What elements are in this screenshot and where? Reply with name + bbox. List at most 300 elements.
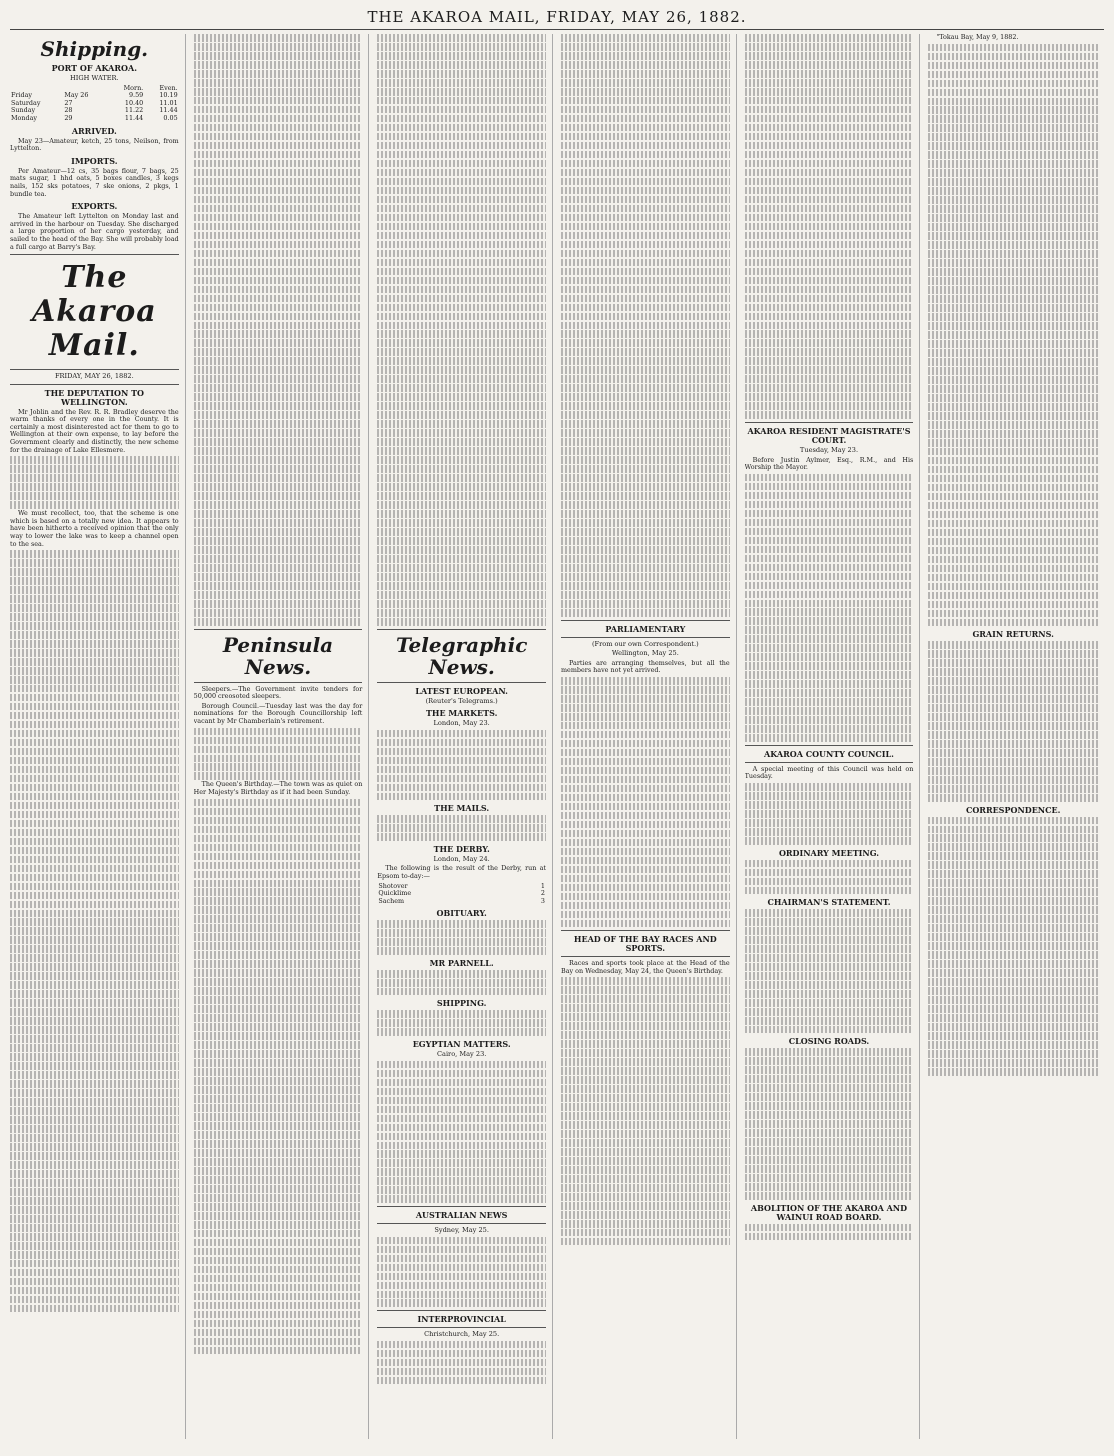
text-line-placeholder [561,124,730,132]
text-line-placeholder [194,519,363,527]
text-line-placeholder [745,819,914,827]
text-line-placeholder [10,649,179,657]
text-line-placeholder [10,766,179,774]
text-line-placeholder [377,61,546,69]
text-line-placeholder [10,1098,179,1106]
text-line-placeholder [10,1260,179,1268]
text-line-placeholder [194,348,363,356]
text-line-placeholder [561,977,730,985]
text-line-placeholder [745,734,914,742]
text-line-placeholder [377,510,546,518]
text-line-placeholder [561,591,730,599]
text-line-placeholder [745,725,914,733]
text-line-placeholder [194,906,363,914]
text-line-placeholder [745,936,914,944]
text-line-placeholder [377,775,546,783]
text-line-placeholder [561,322,730,330]
tide-even: 11.44 [159,106,178,115]
text-line-placeholder [745,555,914,563]
text-line-placeholder [377,384,546,392]
text-line-placeholder [377,348,546,356]
text-line-placeholder [928,960,1098,968]
text-line-placeholder [194,160,363,168]
reuters-note: (Reuter's Telegrams.) [425,696,498,705]
text-line-placeholder [194,420,363,428]
text-line-placeholder [928,160,1098,168]
text-line-placeholder [194,555,363,563]
interprovincial-heading: INTERPROVINCIAL [417,1314,506,1325]
text-line-placeholder [194,1284,363,1292]
text-line-placeholder [561,429,730,437]
text-line-placeholder [561,348,730,356]
text-line-placeholder [928,852,1098,860]
text-line-placeholder [745,810,914,818]
text-line-placeholder [194,43,363,51]
sleepers-text: Sleepers.—The Government invite tenders for 50,000 creosoted sleepers. [193,684,363,701]
text-line-placeholder [745,626,914,634]
text-line-placeholder [745,1192,914,1200]
tide-col-even: Even. [159,83,178,92]
abolition-heading: ABOLITION OF THE AKAROA AND WAINUI ROAD BOARD. [750,1202,908,1222]
text-line-placeholder [561,151,730,159]
divider [377,1223,546,1224]
text-line-placeholder [10,1215,179,1223]
text-line-placeholder [928,358,1098,366]
text-line-placeholder [10,559,179,567]
text-line-placeholder [745,88,914,96]
text-line-placeholder [377,1359,546,1367]
text-line-placeholder [745,801,914,809]
text-line-placeholder [377,815,546,823]
text-line-placeholder [194,1158,363,1166]
text-line-placeholder [928,879,1098,887]
tide-table [10,85,179,123]
parliamentary-text: Parties are arranging themselves, but all the members have not yet arrived. [561,658,730,675]
text-line-placeholder [10,676,179,684]
text-line-placeholder [928,448,1098,456]
horse-place: 2 [540,889,545,898]
text-line-placeholder [194,1077,363,1085]
text-line-placeholder [745,860,914,868]
text-line-placeholder [745,689,914,697]
text-line-placeholder [10,739,179,747]
text-line-placeholder [377,304,546,312]
text-line-placeholder [928,1023,1098,1031]
text-line-placeholder [561,223,730,231]
text-line-placeholder [928,565,1098,573]
banner-date: FRIDAY, MAY 26, 1882. [54,372,134,381]
text-line-placeholder [561,142,730,150]
text-line-placeholder [194,728,363,736]
text-line-placeholder [194,492,363,500]
text-line-placeholder [561,1166,730,1174]
text-line-placeholder [745,384,914,392]
text-line-placeholder [194,375,363,383]
text-line-placeholder [377,1010,546,1018]
text-line-placeholder [561,794,730,802]
text-line-placeholder [928,457,1098,465]
text-line-placeholder [561,600,730,608]
text-line-placeholder [928,758,1098,766]
text-line-placeholder [377,1124,546,1132]
grain-heading: GRAIN RETURNS. [972,629,1054,640]
text-line-placeholder [745,1174,914,1182]
text-line-placeholder [561,1193,730,1201]
divider [10,384,179,385]
text-line-placeholder [194,232,363,240]
text-line-placeholder [928,767,1098,775]
races-heading: HEAD OF THE BAY RACES AND SPORTS. [573,934,717,954]
text-line-placeholder [10,694,179,702]
text-line-placeholder [194,474,363,482]
text-line-placeholder [745,70,914,78]
text-line-placeholder [10,640,179,648]
text-line-placeholder [10,1296,179,1304]
text-line-placeholder [745,330,914,338]
derby-intro: The following is the result of the Derby, run at Epsom to-day:— [377,864,546,880]
text-line-placeholder [194,871,363,879]
text-line-placeholder [745,501,914,509]
text-line-placeholder [928,677,1098,685]
text-line-placeholder [377,1168,546,1176]
text-line-placeholder [928,695,1098,703]
text-line-placeholder [928,722,1098,730]
text-line-placeholder [561,519,730,527]
text-line-placeholder [194,286,363,294]
text-line-placeholder [377,600,546,608]
text-line-placeholder [928,403,1098,411]
text-line-placeholder [194,772,363,780]
text-line-placeholder [377,1195,546,1203]
text-line-placeholder [194,1059,363,1067]
text-line-placeholder [194,322,363,330]
statement-heading: CHAIRMAN'S STATEMENT. [767,897,891,908]
text-line-placeholder [928,214,1098,222]
text-line-placeholder [194,1257,363,1265]
text-line-placeholder [377,52,546,60]
derby-dateline: London, May 24. [433,854,490,863]
text-line-placeholder [377,474,546,482]
text-line-placeholder [745,1129,914,1137]
european-heading: LATEST EUROPEAN. [415,685,508,696]
text-line-placeholder [561,986,730,994]
text-line-placeholder [561,250,730,258]
tide-morn: 10.40 [124,98,144,107]
text-line-placeholder [377,357,546,365]
text-line-placeholder [745,348,914,356]
text-line-placeholder [928,731,1098,739]
text-line-placeholder [194,609,363,617]
text-line-placeholder [10,1125,179,1133]
text-line-placeholder [194,1005,363,1013]
text-line-placeholder [194,277,363,285]
text-line-placeholder [928,529,1098,537]
table-row [10,115,179,123]
shipping-news-heading: SHIPPING. [436,998,487,1009]
text-line-placeholder [745,999,914,1007]
text-line-placeholder [377,1273,546,1281]
text-line-placeholder [561,582,730,590]
text-line-placeholder [928,412,1098,420]
text-line-placeholder [745,1111,914,1119]
text-line-placeholder [377,492,546,500]
text-line-placeholder [377,142,546,150]
text-line-placeholder [377,178,546,186]
text-line-placeholder [194,978,363,986]
text-line-placeholder [194,1230,363,1238]
text-line-placeholder [745,1084,914,1092]
text-line-placeholder [377,411,546,419]
text-line-placeholder [745,1156,914,1164]
divider [10,369,179,370]
text-line-placeholder [194,1329,363,1337]
birthday-text: The Queen's Birthday.—The town was as quiet on Her Majesty's Birthday as if it had been Sunday. [193,780,363,797]
divider [745,422,914,423]
text-line-placeholder [561,564,730,572]
text-line-placeholder [377,1079,546,1087]
text-line-placeholder [10,1062,179,1070]
text-line-placeholder [745,608,914,616]
text-line-placeholder [194,1014,363,1022]
text-line-placeholder [561,740,730,748]
text-line-placeholder [928,502,1098,510]
text-line-placeholder [377,947,546,955]
text-line-placeholder [194,835,363,843]
text-line-placeholder [745,990,914,998]
text-line-placeholder [10,1287,179,1295]
text-line-placeholder [10,802,179,810]
text-line-placeholder [928,53,1098,61]
tide-day: Friday [11,91,33,100]
text-line-placeholder [745,837,914,845]
text-line-placeholder [745,1120,914,1128]
text-line-placeholder [928,1014,1098,1022]
text-line-placeholder [194,106,363,114]
text-line-placeholder [561,1013,730,1021]
text-line-placeholder [561,821,730,829]
text-line-placeholder [194,79,363,87]
text-line-placeholder [194,259,363,267]
text-line-placeholder [928,749,1098,757]
text-line-placeholder [10,981,179,989]
text-line-placeholder [928,641,1098,649]
text-line-placeholder [745,124,914,132]
text-line-placeholder [561,456,730,464]
text-line-placeholder [745,474,914,482]
text-line-placeholder [377,1291,546,1299]
masthead: THE AKAROA MAIL, FRIDAY, MAY 26, 1882. [10,6,1104,30]
text-line-placeholder [561,555,730,563]
text-line-placeholder [745,34,914,42]
text-line-placeholder [10,874,179,882]
text-line-placeholder [194,528,363,536]
text-line-placeholder [561,1229,730,1237]
text-line-placeholder [194,1293,363,1301]
tides-label: HIGH WATER. [70,74,119,82]
text-line-placeholder [745,1048,914,1056]
text-line-placeholder [10,658,179,666]
text-line-placeholder [561,1238,730,1246]
text-line-placeholder [745,277,914,285]
text-line-placeholder [561,830,730,838]
text-line-placeholder [561,1076,730,1084]
text-line-placeholder [377,286,546,294]
text-line-placeholder [377,1368,546,1376]
text-line-placeholder [745,869,914,877]
divider [561,930,730,931]
text-line-placeholder [745,151,914,159]
text-line-placeholder [377,1115,546,1123]
text-line-placeholder [10,963,179,971]
tide-morn: 9.59 [128,91,144,100]
text-line-placeholder [928,794,1098,802]
text-line-placeholder [561,686,730,694]
text-line-placeholder [561,758,730,766]
parnell-heading: MR PARNELL. [429,957,494,968]
text-line-placeholder [745,671,914,679]
text-line-placeholder [377,259,546,267]
text-line-placeholder [561,97,730,105]
text-line-placeholder [10,1197,179,1205]
text-line-placeholder [194,817,363,825]
text-line-placeholder [745,662,914,670]
text-line-placeholder [745,483,914,491]
text-line-placeholder [10,577,179,585]
text-line-placeholder [194,510,363,518]
obituary-heading: OBITUARY. [436,908,487,919]
text-line-placeholder [745,1147,914,1155]
text-line-placeholder [194,97,363,105]
text-line-placeholder [928,286,1098,294]
text-line-placeholder [928,205,1098,213]
table-row [377,898,546,906]
text-line-placeholder [745,106,914,114]
text-line-placeholder [194,214,363,222]
text-line-placeholder [10,1026,179,1034]
text-line-placeholder [194,465,363,473]
port-label: PORT OF AKAROA. [51,63,137,73]
text-line-placeholder [561,866,730,874]
text-line-placeholder [377,223,546,231]
text-line-placeholder [928,89,1098,97]
text-line-placeholder [561,884,730,892]
text-line-placeholder [561,704,730,712]
text-line-placeholder [377,1282,546,1290]
text-line-placeholder [561,1067,730,1075]
text-line-placeholder [561,1139,730,1147]
text-line-placeholder [561,713,730,721]
text-line-placeholder [561,79,730,87]
text-line-placeholder [745,653,914,661]
text-line-placeholder [561,402,730,410]
text-line-placeholder [194,115,363,123]
text-line-placeholder [10,1188,179,1196]
text-line-placeholder [928,430,1098,438]
text-line-placeholder [561,447,730,455]
text-line-placeholder [10,1143,179,1151]
text-line-placeholder [745,232,914,240]
text-line-placeholder [377,268,546,276]
leader-paragraph: Mr Joblin and the Rev. R. R. Bradley deserve the warm thanks of every one in the County. It is certainly a most disinterested act for them to go to Wellington at their own expense, to lay before the Government clearly and distinctly, the new scheme for the drainage of Lake Ellesmere. [10,407,179,454]
text-line-placeholder [745,1066,914,1074]
text-line-placeholder [194,429,363,437]
tide-even: 0.05 [163,113,178,122]
text-line-placeholder [561,537,730,545]
text-line-placeholder [377,730,546,738]
text-line-placeholder [928,304,1098,312]
leader-paragraph: We must recollect, too, that the scheme is one which is based on a totally new idea. It appears to have been hitherto a received opinion that the only way to lower the lake was to keep a channel open to the sea. [10,509,179,548]
text-line-placeholder [377,555,546,563]
text-line-placeholder [194,546,363,554]
australian-heading: AUSTRALIAN NEWS [415,1210,508,1220]
text-line-placeholder [10,685,179,693]
text-line-placeholder [928,538,1098,546]
text-line-placeholder [377,1264,546,1272]
text-line-placeholder [194,1248,363,1256]
text-line-placeholder [928,834,1098,842]
tide-even: 11.01 [159,98,178,107]
divider [377,629,546,630]
column-2 [194,34,370,1439]
text-line-placeholder [194,313,363,321]
text-line-placeholder [194,582,363,590]
text-line-placeholder [194,241,363,249]
text-line-placeholder [928,740,1098,748]
text-line-placeholder [377,295,546,303]
text-line-placeholder [928,915,1098,923]
text-line-placeholder [928,196,1098,204]
text-line-placeholder [10,811,179,819]
text-line-placeholder [377,1350,546,1358]
text-line-placeholder [377,1150,546,1158]
text-line-placeholder [10,1035,179,1043]
text-line-placeholder [194,304,363,312]
text-line-placeholder [928,924,1098,932]
text-line-placeholder [928,367,1098,375]
text-line-placeholder [928,996,1098,1004]
text-line-placeholder [10,820,179,828]
text-line-placeholder [928,610,1098,618]
text-line-placeholder [561,609,730,617]
text-line-placeholder [928,650,1098,658]
text-line-placeholder [745,546,914,554]
text-line-placeholder [194,1203,363,1211]
magistrate-text: Before Justin Aylmer, Esq., R.M., and His Worship the Mayor. [744,455,914,472]
text-line-placeholder [745,783,914,791]
text-line-placeholder [194,1140,363,1148]
text-line-placeholder [561,695,730,703]
text-line-placeholder [377,241,546,249]
text-line-placeholder [928,547,1098,555]
text-line-placeholder [194,915,363,923]
text-line-placeholder [194,1122,363,1130]
text-line-placeholder [194,1185,363,1193]
text-line-placeholder [745,528,914,536]
text-line-placeholder [745,1102,914,1110]
text-line-placeholder [745,1224,914,1232]
text-line-placeholder [928,592,1098,600]
text-line-placeholder [194,1176,363,1184]
text-line-placeholder [561,1112,730,1120]
text-line-placeholder [194,295,363,303]
text-line-placeholder [745,169,914,177]
text-line-placeholder [928,115,1098,123]
text-line-placeholder [377,1019,546,1027]
text-line-placeholder [928,142,1098,150]
text-line-placeholder [194,853,363,861]
text-line-placeholder [10,1152,179,1160]
text-line-placeholder [745,1233,914,1241]
